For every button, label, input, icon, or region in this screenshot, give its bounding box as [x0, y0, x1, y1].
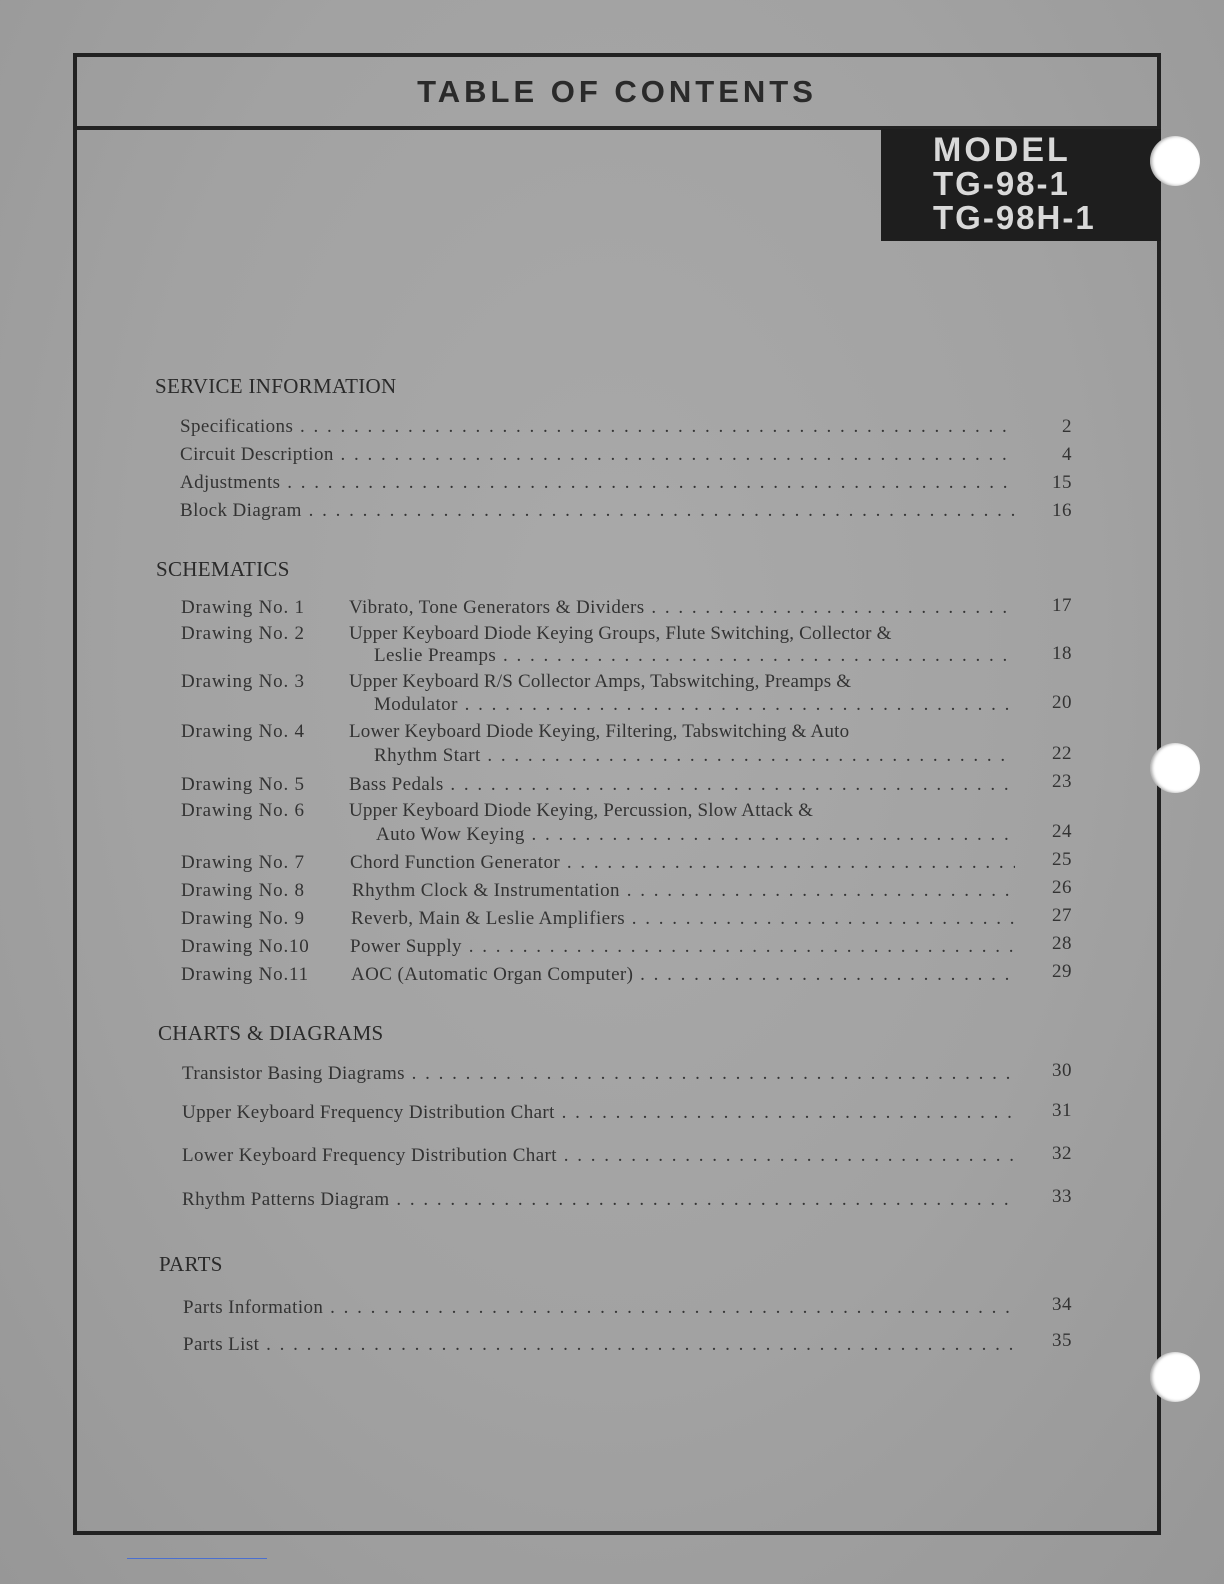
entry-page: 15 [1052, 472, 1072, 493]
drawing-number: Drawing No. 1 [181, 597, 305, 618]
entry-label: Circuit Description [180, 444, 334, 465]
entry-page: 33 [1052, 1186, 1072, 1207]
drawing-number: Drawing No. 9 [181, 908, 305, 929]
footer-underline [127, 1558, 267, 1559]
entry-page: 26 [1052, 877, 1072, 898]
entry-label-line2: Auto Wow Keying [376, 824, 525, 845]
model-number-1: TG-98-1 [933, 165, 1070, 202]
section-heading-service: SERVICE INFORMATION [155, 374, 397, 398]
entry-label: Block Diagram [180, 500, 302, 521]
entry-page: 17 [1052, 595, 1072, 616]
entry-label-line1: Lower Keyboard Diode Keying, Filtering, Tabswitching & Auto [349, 721, 850, 742]
entry-page: 23 [1052, 771, 1072, 792]
drawing-number: Drawing No. 8 [181, 880, 305, 901]
model-label: MODEL [933, 131, 1071, 169]
entry-page: 30 [1052, 1060, 1072, 1081]
entry-page: 35 [1052, 1330, 1072, 1351]
drawing-number: Drawing No. 7 [181, 852, 305, 873]
drawing-number: Drawing No.11 [181, 964, 309, 985]
entry-page: 27 [1052, 905, 1072, 926]
entry-label: Upper Keyboard Frequency Distribution Chart [182, 1102, 555, 1123]
section-heading-parts: PARTS [159, 1252, 223, 1276]
entry-page: 4 [1062, 444, 1072, 465]
entry-label: Bass Pedals [349, 774, 444, 795]
entry-label: Power Supply [350, 936, 462, 957]
entry-page: 31 [1052, 1100, 1072, 1121]
entry-page: 22 [1052, 743, 1072, 764]
entry-page: 18 [1052, 643, 1072, 664]
section-heading-schematics: SCHEMATICS [156, 557, 290, 581]
entry-page: 20 [1052, 692, 1072, 713]
section-heading-charts: CHARTS & DIAGRAMS [158, 1021, 384, 1045]
entry-label: Transistor Basing Diagrams [182, 1063, 405, 1084]
drawing-number: Drawing No. 2 [181, 623, 305, 644]
entry-page: 16 [1052, 500, 1072, 521]
drawing-number: Drawing No.10 [181, 936, 310, 957]
entry-label-line1: Upper Keyboard R/S Collector Amps, Tabswitching, Preamps & [349, 671, 852, 692]
entry-label: AOC (Automatic Organ Computer) [351, 964, 634, 985]
entry-label: Reverb, Main & Leslie Amplifiers [351, 908, 625, 929]
entry-label: Lower Keyboard Frequency Distribution Chart [182, 1145, 557, 1166]
page-title: TABLE OF CONTENTS [417, 73, 817, 109]
drawing-number: Drawing No. 4 [181, 721, 305, 742]
binder-hole-top [1150, 136, 1200, 186]
entry-page: 2 [1062, 416, 1072, 437]
entry-page: 24 [1052, 821, 1072, 842]
entry-label: Rhythm Patterns Diagram [182, 1189, 390, 1210]
model-badge [881, 129, 1161, 241]
entry-page: 28 [1052, 933, 1072, 954]
entry-label: Parts Information [183, 1297, 324, 1318]
entry-page: 25 [1052, 849, 1072, 870]
drawing-number: Drawing No. 3 [181, 671, 305, 692]
entry-label: Specifications [180, 416, 294, 437]
entry-label: Parts List [183, 1334, 260, 1355]
entry-label-line1: Upper Keyboard Diode Keying Groups, Flute Switching, Collector & [349, 623, 892, 644]
model-number-2: TG-98H-1 [933, 199, 1096, 236]
entry-label-line1: Upper Keyboard Diode Keying, Percussion, Slow Attack & [349, 800, 814, 821]
title-bar [77, 57, 1157, 130]
entry-label: Vibrato, Tone Generators & Dividers [349, 597, 645, 618]
binder-hole-bottom [1150, 1352, 1200, 1402]
entry-label-line2: Leslie Preamps [374, 645, 497, 666]
entry-label-line2: Rhythm Start [374, 745, 481, 766]
entry-label: Rhythm Clock & Instrumentation [352, 880, 620, 901]
binder-hole-middle [1150, 743, 1200, 793]
drawing-number: Drawing No. 6 [181, 800, 305, 821]
entry-label-line2: Modulator [374, 694, 458, 715]
entry-label: Chord Function Generator [350, 852, 561, 873]
drawing-number: Drawing No. 5 [181, 774, 305, 795]
entry-page: 32 [1052, 1143, 1072, 1164]
entry-page: 29 [1052, 961, 1072, 982]
entry-label: Adjustments [180, 472, 281, 493]
entry-page: 34 [1052, 1294, 1072, 1315]
